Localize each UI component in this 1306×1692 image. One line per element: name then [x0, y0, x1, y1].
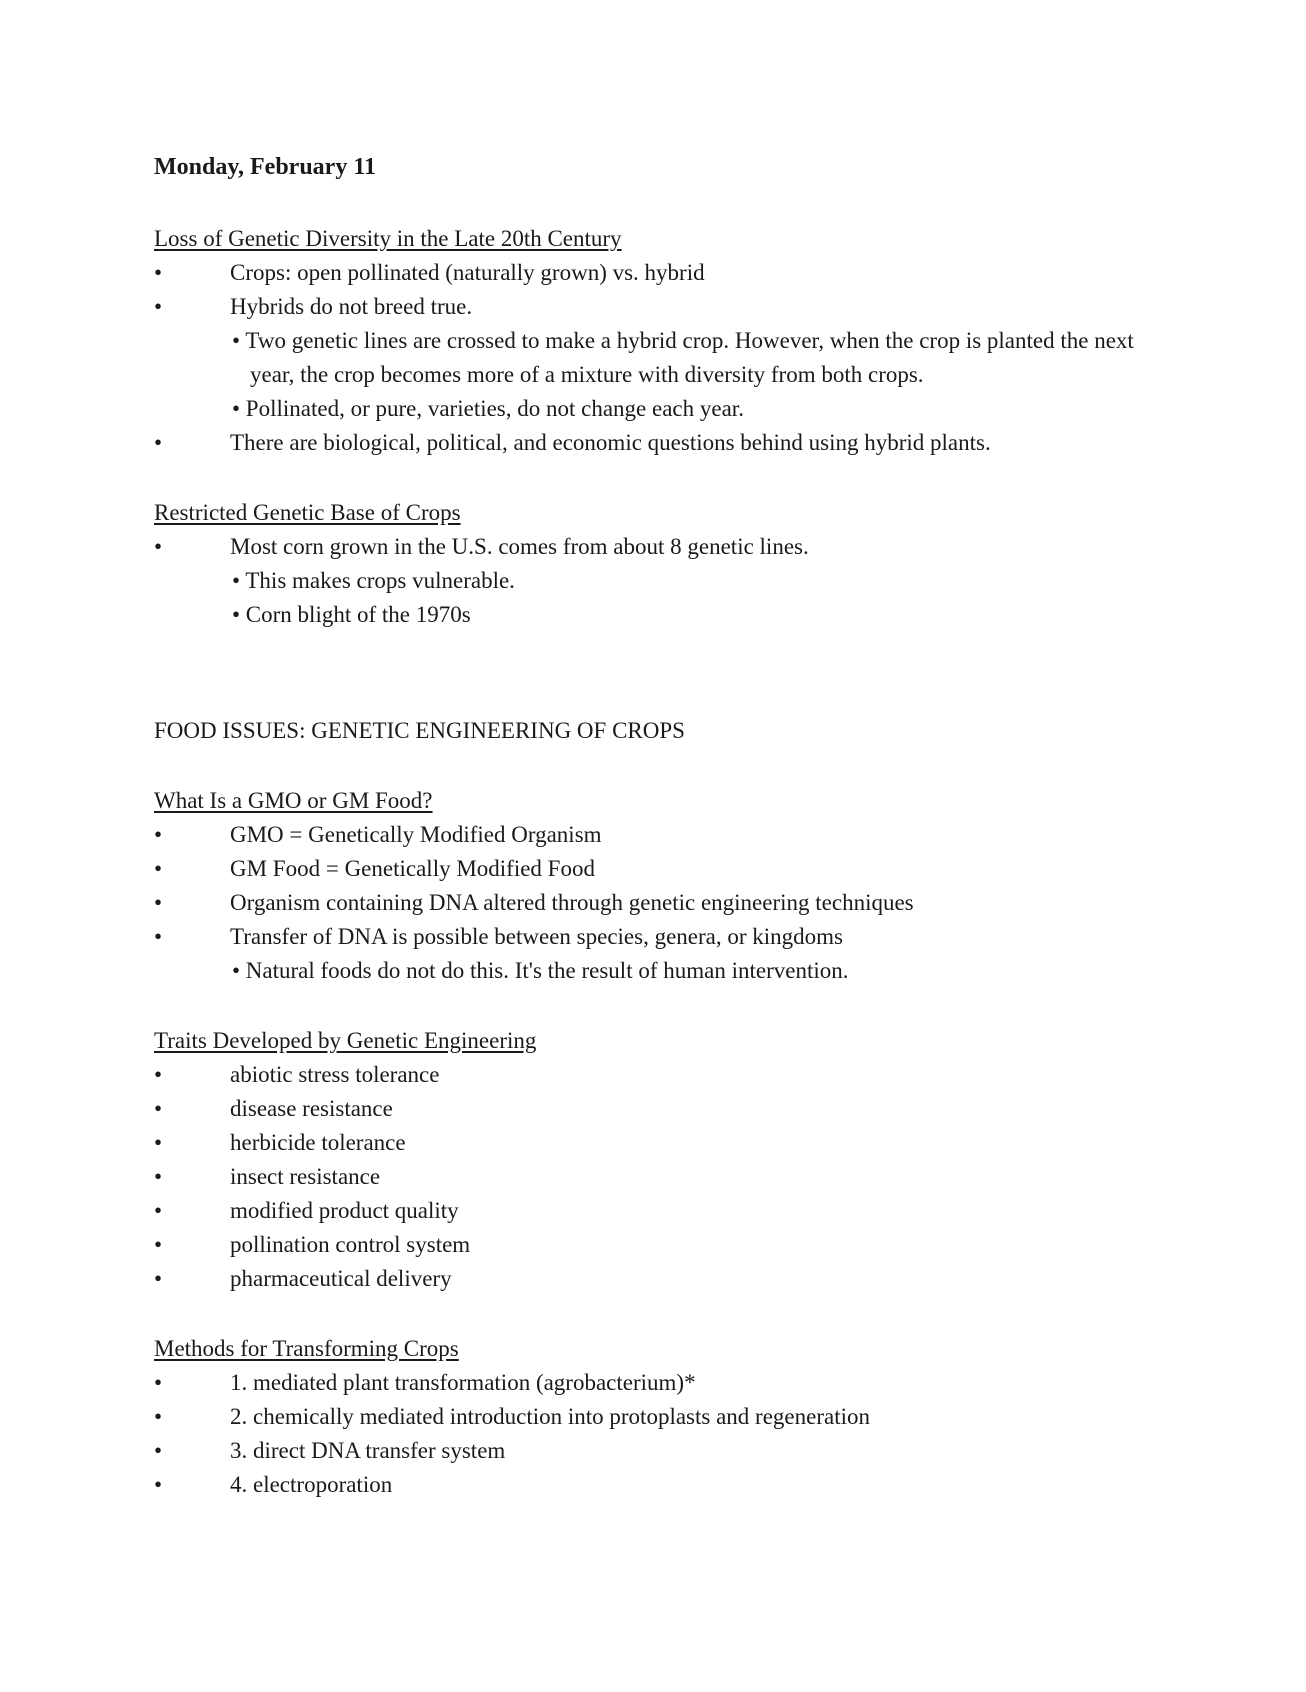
list-item [154, 1092, 1154, 1126]
list-item [154, 1058, 1154, 1092]
section-heading-genetic-diversity: Loss of Genetic Diversity in the Late 20th Century [154, 226, 622, 251]
list-item [154, 1434, 1154, 1468]
bullet-icon: • [154, 822, 163, 847]
list-item-text: 3. direct DNA transfer system [230, 1438, 506, 1463]
topic-heading: FOOD ISSUES: GENETIC ENGINEERING OF CROPS [154, 718, 685, 743]
list-item-text: Transfer of DNA is possible between species, genera, or kingdoms [230, 924, 844, 949]
bullet-icon: • [154, 1164, 163, 1189]
bullet-icon: • [154, 1198, 163, 1223]
list-item-text: pollination control system [230, 1232, 471, 1257]
bullet-icon: • [154, 924, 163, 949]
bullet-icon: • [154, 1130, 163, 1155]
list-item [154, 530, 1154, 564]
spacer [154, 632, 1154, 714]
gmo-list [154, 818, 1154, 988]
section-heading-gmo: What Is a GMO or GM Food? [154, 788, 433, 813]
list-item [154, 886, 1154, 920]
bullet-icon: • [154, 534, 163, 559]
list-item [154, 1126, 1154, 1160]
traits-list [154, 1058, 1154, 1296]
sub-list-item: • Two genetic lines are crossed to make a hybrid crop. However, when the crop is planted the next year, the crop becomes more of a mixture with diversity from both crops. [232, 328, 1134, 387]
list-item-text: 2. chemically mediated introduction into protoplasts and regeneration [230, 1404, 870, 1429]
lecture-date: Monday, February 11 [154, 154, 377, 180]
bullet-icon: • [154, 856, 163, 881]
bullet-icon: • [154, 1266, 163, 1291]
list-item-text: There are biological, political, and economic questions behind using hybrid plants. [230, 430, 991, 455]
list-item [154, 1194, 1154, 1228]
list-item [154, 256, 1154, 290]
bullet-icon: • [154, 1472, 163, 1497]
bullet-icon: • [154, 260, 163, 285]
methods-list [154, 1366, 1154, 1502]
list-item-text: abiotic stress tolerance [230, 1062, 440, 1087]
list-item [154, 1366, 1154, 1400]
section-heading-traits: Traits Developed by Genetic Engineering [154, 1028, 537, 1053]
genetic-diversity-list [154, 256, 1154, 460]
list-item [154, 1468, 1154, 1502]
list-item [154, 290, 1154, 324]
list-item-text: pharmaceutical delivery [230, 1266, 452, 1291]
document-page [154, 150, 1154, 1502]
bullet-icon: • [154, 1404, 163, 1429]
list-item [154, 426, 1154, 460]
bullet-icon: • [154, 1062, 163, 1087]
list-item-text: Organism containing DNA altered through genetic engineering techniques [230, 890, 914, 915]
bullet-icon: • [154, 1370, 163, 1395]
section-heading-restricted-base: Restricted Genetic Base of Crops [154, 500, 461, 525]
list-item [154, 1400, 1154, 1434]
list-item-text: 4. electroporation [230, 1472, 393, 1497]
bullet-icon: • [154, 294, 163, 319]
sub-list-item: • Corn blight of the 1970s [232, 602, 471, 627]
list-item [154, 852, 1154, 886]
sub-list-item: • Natural foods do not do this. It's the result of human intervention. [232, 958, 849, 983]
list-item [154, 1228, 1154, 1262]
bullet-icon: • [154, 1232, 163, 1257]
list-item-text: GM Food = Genetically Modified Food [230, 856, 595, 881]
list-item-text: Most corn grown in the U.S. comes from about 8 genetic lines. [230, 534, 809, 559]
sub-list-item: • This makes crops vulnerable. [232, 568, 515, 593]
spacer [154, 748, 1154, 784]
bullet-icon: • [154, 1438, 163, 1463]
section-heading-methods: Methods for Transforming Crops [154, 1336, 459, 1361]
bullet-icon: • [154, 430, 163, 455]
list-item-text: Hybrids do not breed true. [230, 294, 473, 319]
list-item-text: Crops: open pollinated (naturally grown) vs. hybrid [230, 260, 705, 285]
spacer [154, 988, 1154, 1024]
list-item [154, 1262, 1154, 1296]
spacer [154, 460, 1154, 496]
list-item [154, 818, 1154, 852]
list-item [154, 920, 1154, 954]
list-item-text: GMO = Genetically Modified Organism [230, 822, 602, 847]
list-item-text: 1. mediated plant transformation (agrobacterium)* [230, 1370, 696, 1395]
sub-list-item: • Pollinated, or pure, varieties, do not change each year. [232, 396, 744, 421]
list-item-text: disease resistance [230, 1096, 393, 1121]
list-item [154, 1160, 1154, 1194]
list-item-text: modified product quality [230, 1198, 459, 1223]
restricted-base-list [154, 530, 1154, 632]
spacer [154, 1296, 1154, 1332]
bullet-icon: • [154, 890, 163, 915]
list-item-text: herbicide tolerance [230, 1130, 406, 1155]
bullet-icon: • [154, 1096, 163, 1121]
list-item-text: insect resistance [230, 1164, 381, 1189]
